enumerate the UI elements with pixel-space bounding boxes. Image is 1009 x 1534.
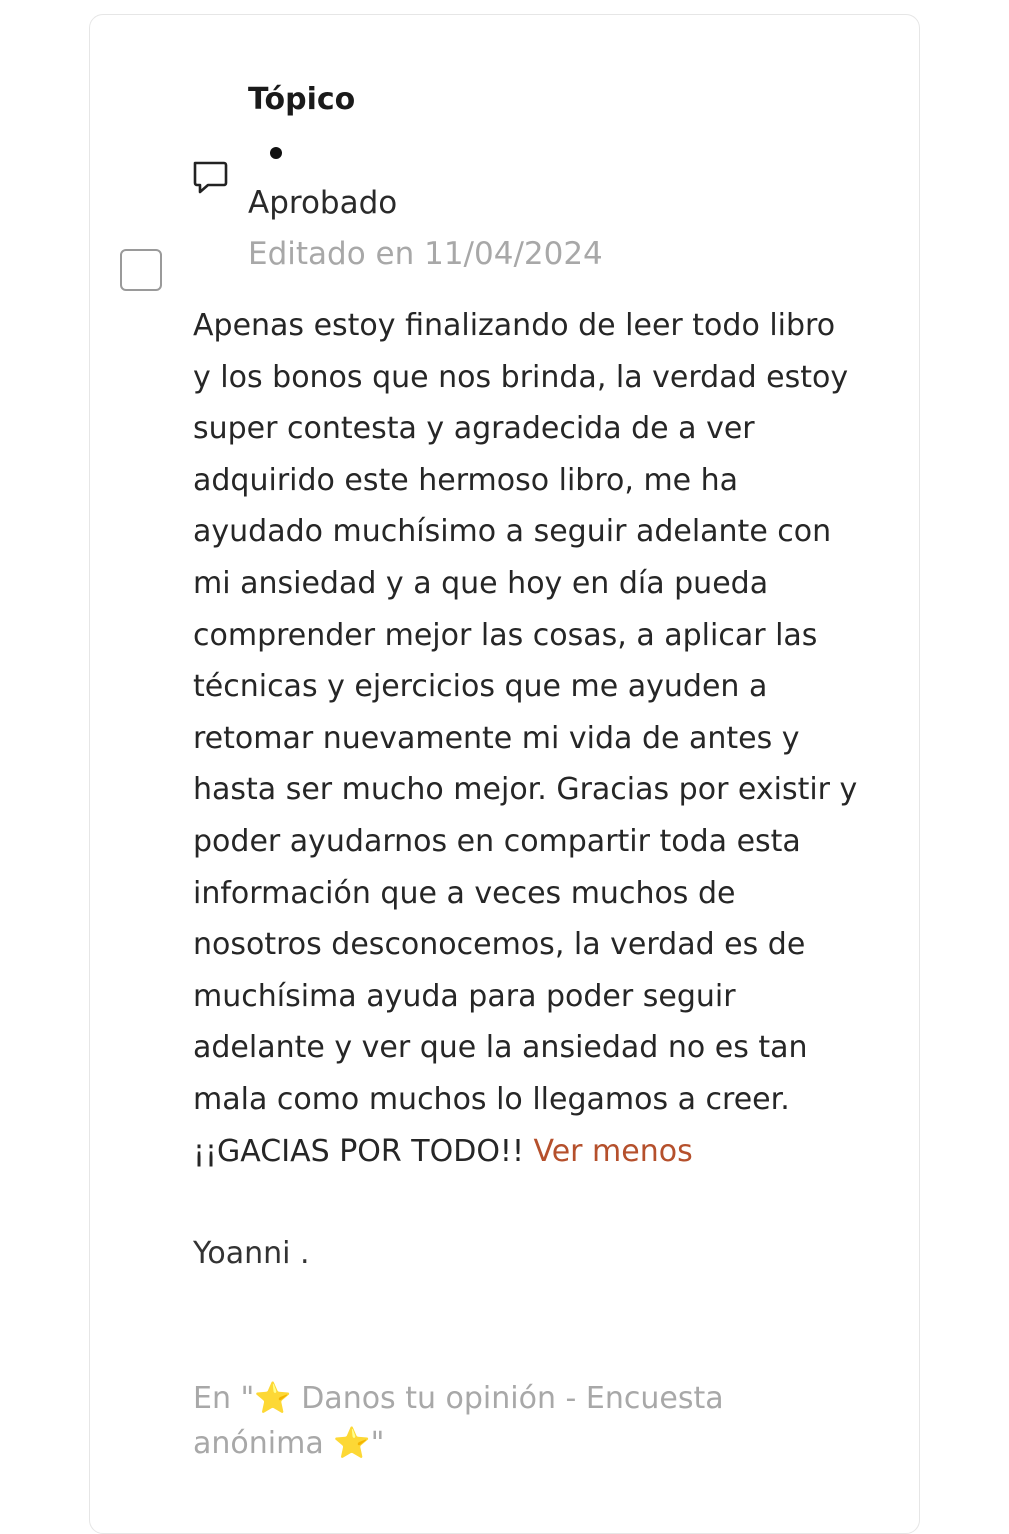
- comment-icon: [190, 158, 230, 198]
- review-body: [193, 300, 873, 1177]
- edited-date: Editado en 11/04/2024: [248, 236, 603, 272]
- topic-label: Tópico: [248, 82, 356, 117]
- source-suffix: ": [370, 1426, 385, 1461]
- see-less-link[interactable]: Ver menos: [533, 1133, 693, 1169]
- source-prefix: En ": [193, 1381, 255, 1416]
- source-survey: [193, 1376, 833, 1466]
- author-name: Yoanni .: [193, 1236, 310, 1271]
- star-icon: ⭐: [254, 1381, 292, 1416]
- select-checkbox[interactable]: [120, 249, 162, 291]
- star-icon: ⭐: [333, 1426, 371, 1461]
- status-label: Aprobado: [248, 185, 398, 221]
- review-text: Apenas estoy finalizando de leer todo libro y los bonos que nos brinda, la verdad estoy super contesta y agradecida de a ver adquirido este hermoso libro, me ha ayudado muchísimo a seguir adelante con mi ansiedad y a que hoy en día pueda comprender mejor las cosas, a aplicar las técnicas y ejercicios que me ayuden a retomar nuevamente mi vida de antes y hasta ser mucho mejor. Gracias por existir y poder ayudarnos en compartir toda esta información que a veces muchos de nosotros desconocemos, la verdad es de muchísima ayuda para poder seguir adelante y ver que la ansiedad no es tan mala como muchos lo llegamos a creer. ¡¡GACIAS POR TODO!!: [193, 308, 858, 1169]
- bullet-dot: [270, 147, 282, 159]
- source-name: Danos tu opinión - Encuesta anónima: [193, 1381, 724, 1461]
